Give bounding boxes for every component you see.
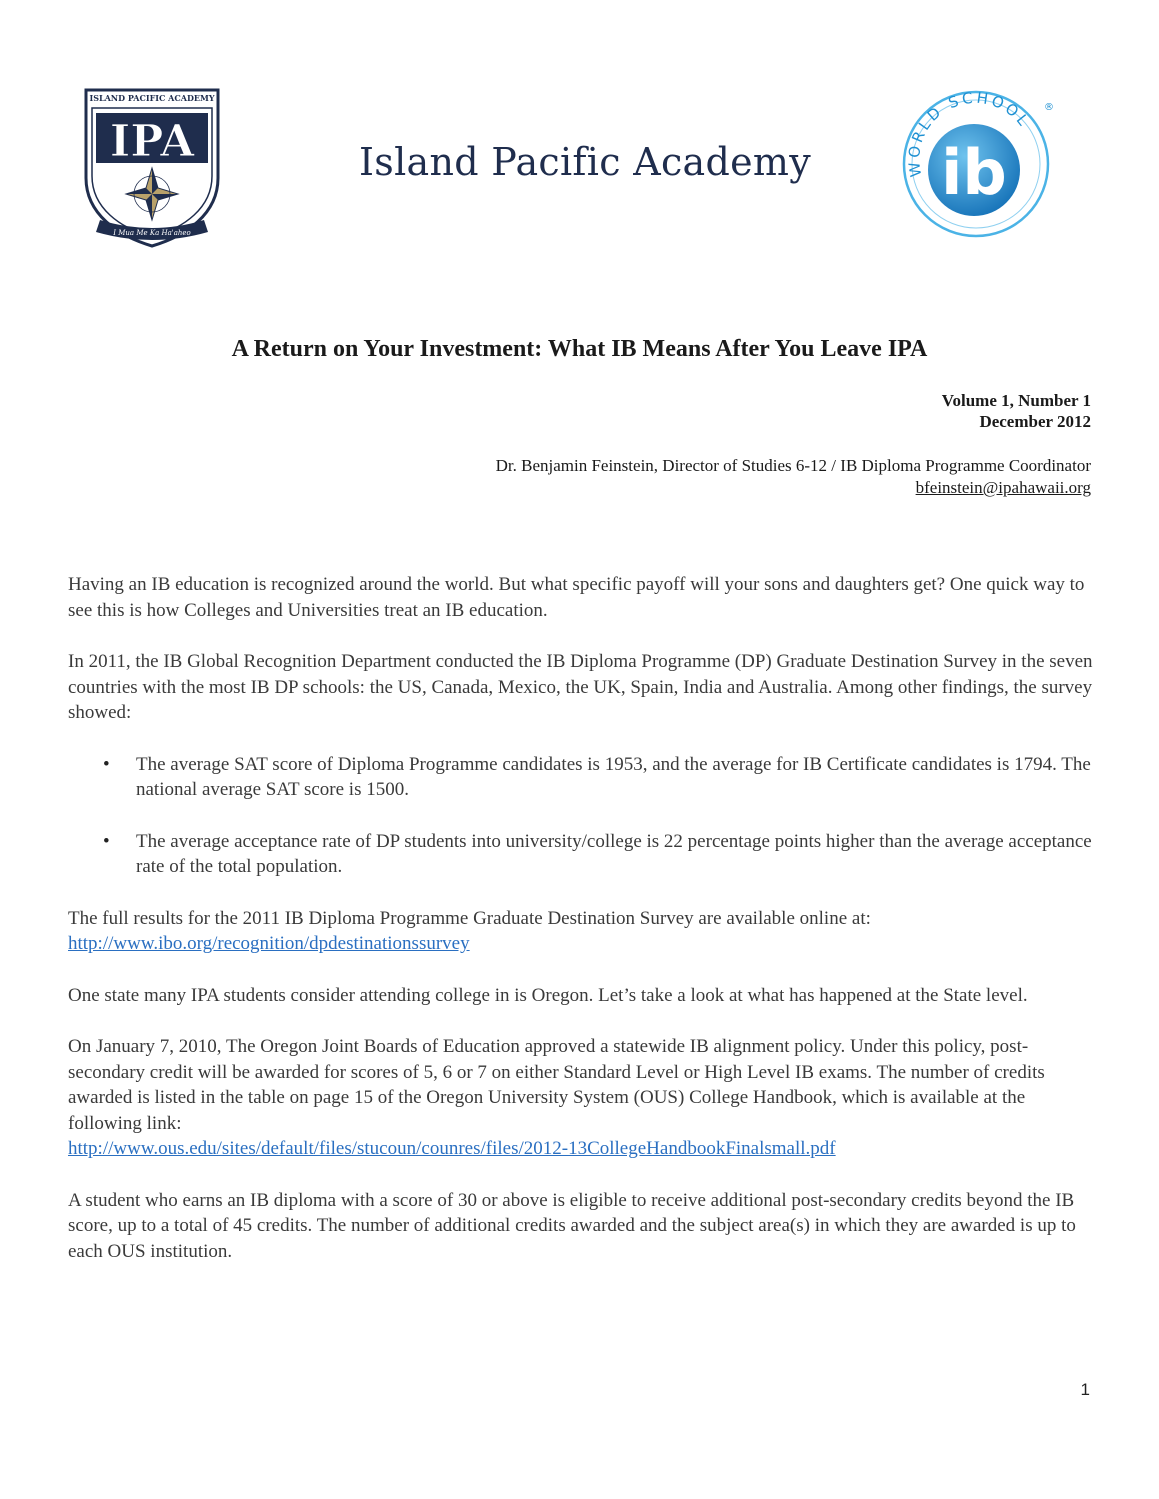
policy-text: On January 7, 2010, The Oregon Joint Boards of Education approved a statewide IB alignment policy. Under this policy, post-secondary credit will be awarded for scores of 5, 6 or 7 on either Standard Level or High Level IB exams. The number of credits awarded is listed in the table on page 15 of the Oregon University System (OUS) College Handbook, which is available at the following link: [68, 1036, 1045, 1134]
paragraph-intro: Having an IB education is recognized around the world. But what specific payoff will your sons and daughters get? One quick way to see this is how Colleges and Universities treat an IB education. [68, 574, 1085, 621]
svg-text:IPA: IPA [109, 116, 195, 167]
author-line: Dr. Benjamin Feinstein, Director of Studies 6-12 / IB Diploma Programme Coordinator [495, 456, 1091, 475]
paragraph-policy [68, 1034, 1098, 1162]
list-item: • The average SAT score of Diploma Programme candidates is 1953, and the average for IB Certificate candidates is 1794. The national average SAT score is 1500. [136, 752, 1098, 803]
page-number: 1 [1080, 1380, 1090, 1399]
ib-ring-text: WORLD SCHOOL [904, 88, 1034, 179]
paragraph-survey: In 2011, the IB Global Recognition Department conducted the IB Diploma Programme (DP) Graduate Destination Survey in the seven countries with the most IB DP schools: the US, Canada, Mexico, the UK, Spain, India and Australia. Among other findings, the survey showed: [68, 651, 1093, 723]
author-email-link[interactable]: bfeinstein@ipahawaii.org [915, 478, 1091, 497]
issue-info [942, 390, 1091, 432]
ibo-survey-link[interactable]: http://www.ibo.org/recognition/dpdestinationssurvey [68, 933, 470, 954]
ous-handbook-link[interactable]: http://www.ous.edu/sites/default/files/stucoun/counres/files/2012-13CollegeHandbookFinalsmall.pdf [68, 1138, 836, 1159]
svg-text:®: ® [1044, 102, 1054, 113]
author-info [496, 455, 1091, 499]
issue-date: December 2012 [979, 412, 1091, 431]
ipa-crest-logo [82, 86, 222, 248]
school-masthead: Island Pacific Academy [358, 140, 812, 184]
ib-world-school-logo [898, 88, 1058, 240]
issue-volume: Volume 1, Number 1 [941, 391, 1091, 410]
findings-list [68, 752, 1098, 880]
list-item: • The average acceptance rate of DP students into university/college is 22 percentage points higher than the average acceptance rate of the total population. [136, 829, 1098, 880]
svg-text:ISLAND PACIFIC ACADEMY: ISLAND PACIFIC ACADEMY [89, 93, 215, 103]
paragraph-results [68, 906, 1098, 957]
svg-text:ib: ib [941, 136, 1007, 209]
paragraph-oregon: One state many IPA students consider attending college in is Oregon. Let’s take a look at what has happened at the State level. [68, 984, 1028, 1006]
paragraph-credits: A student who earns an IB diploma with a score of 30 or above is eligible to receive additional post-secondary credits beyond the IB score, up to a total of 45 credits. The number of additional credits awarded and the subject area(s) in which they are awarded is up to each OUS institution. [68, 1189, 1076, 1262]
document-title: A Return on Your Investment: What IB Means After You Leave IPA [231, 336, 928, 362]
svg-text:I Mua Me Ka Ha'aheo: I Mua Me Ka Ha'aheo [113, 229, 191, 237]
results-text: The full results for the 2011 IB Diploma Programme Graduate Destination Survey are available online at: [68, 907, 871, 929]
article-body [68, 572, 1098, 1290]
